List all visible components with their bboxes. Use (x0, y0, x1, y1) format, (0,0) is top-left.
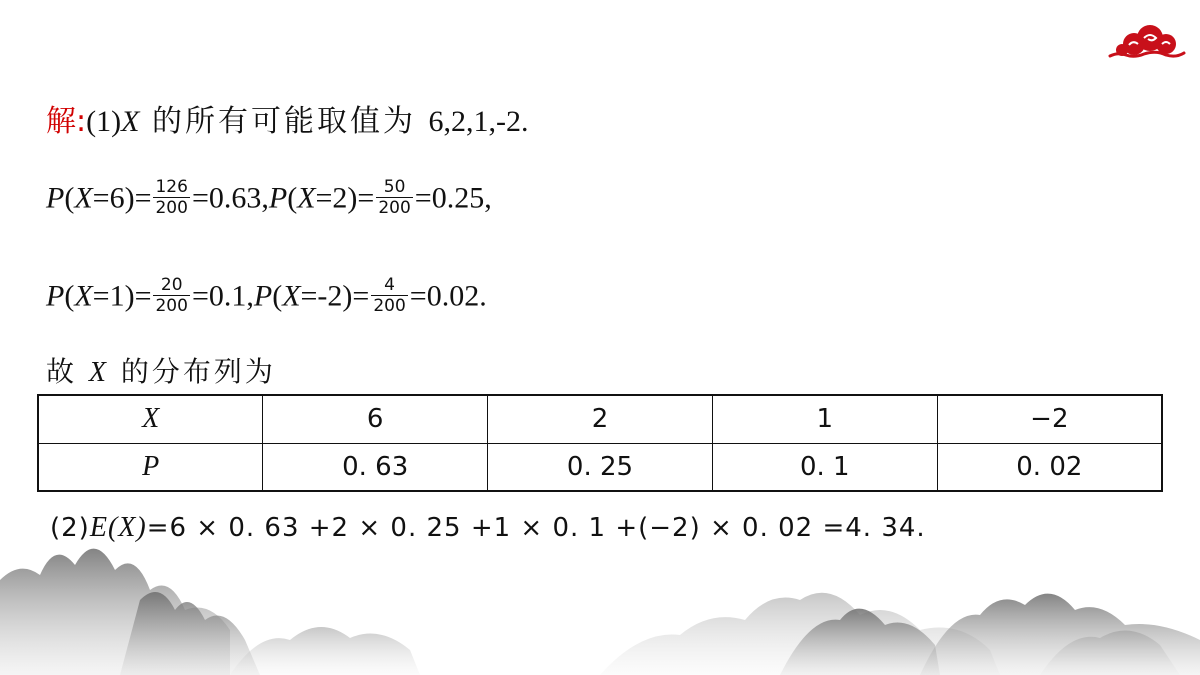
heading-prefix: 故 (46, 355, 89, 388)
solution-line-3: P(X=1)= $\frac{20}{200}$ =0.1,P(X=-2)= $\frac{4}{200}$ =0.02. (46, 275, 487, 316)
fraction (153, 177, 189, 218)
fraction-denominator: 200 (155, 198, 188, 218)
table-cell: 0. 63 (263, 443, 488, 491)
variable-x: X (297, 181, 316, 215)
probability-result: =0.02. (409, 279, 487, 313)
probability-result: =0.63, (191, 181, 269, 215)
fraction (153, 275, 189, 316)
fraction (371, 275, 407, 316)
fraction-denominator: 200 (155, 296, 188, 316)
variable-x: X (74, 279, 93, 313)
table-cell: 1 (712, 395, 937, 443)
probability-result: =0.25, (414, 181, 492, 215)
condition-text: =-2)= (300, 279, 370, 313)
table-cell: 0. 02 (937, 443, 1162, 491)
probability-result: =0.1, (191, 279, 254, 313)
fraction-denominator: 200 (378, 198, 411, 218)
variable-x: X (282, 279, 301, 313)
condition-text: =2)= (315, 181, 375, 215)
expectation-symbol: E(X) (89, 512, 147, 543)
fraction-numerator: 50 (376, 177, 412, 198)
condition-text: =6)= (92, 181, 152, 215)
part-2-label: (2) (50, 513, 90, 543)
condition-text: =1)= (92, 279, 152, 313)
table-row (38, 395, 1162, 443)
table-cell: 0. 1 (712, 443, 937, 491)
table-cell: 0. 25 (488, 443, 713, 491)
table-cell: X (38, 395, 263, 443)
table-cell: −2 (937, 395, 1162, 443)
part-1-label: (1) (86, 105, 122, 138)
table-cell: 6 (263, 395, 488, 443)
possible-values: 6,2,1,-2. (428, 105, 529, 138)
solution-line-1 (46, 104, 529, 140)
expectation-line (50, 510, 926, 546)
fraction-numerator: 126 (155, 177, 188, 197)
variable-x: X (121, 105, 140, 138)
solution-line-2: P(X=6)= $\frac{126}{200}$ =0.63,P(X=2)= $\frac{50}{200}$ =0.25, (46, 177, 492, 218)
table-cell: 2 (488, 395, 713, 443)
fraction-denominator: 200 (373, 296, 406, 316)
table-cell: P (38, 443, 263, 491)
expectation-expression: =6 × 0. 63 +2 × 0. 25 +1 × 0. 1 +(−2) × 0. 02 =4. 34. (146, 513, 926, 543)
distribution-table (37, 394, 1163, 492)
auspicious-cloud-icon (1104, 22, 1188, 66)
distribution-heading (46, 354, 276, 391)
table-row (38, 443, 1162, 491)
solution-label: 解: (46, 104, 87, 139)
fraction (376, 177, 412, 218)
possible-values-text: 的所有可能取值为 (139, 104, 429, 139)
fraction-numerator: 4 (371, 275, 407, 296)
variable-x: X (88, 357, 110, 388)
fraction-numerator: 20 (153, 275, 189, 296)
heading-suffix: 的分布列为 (109, 355, 276, 388)
variable-x: X (74, 181, 93, 215)
